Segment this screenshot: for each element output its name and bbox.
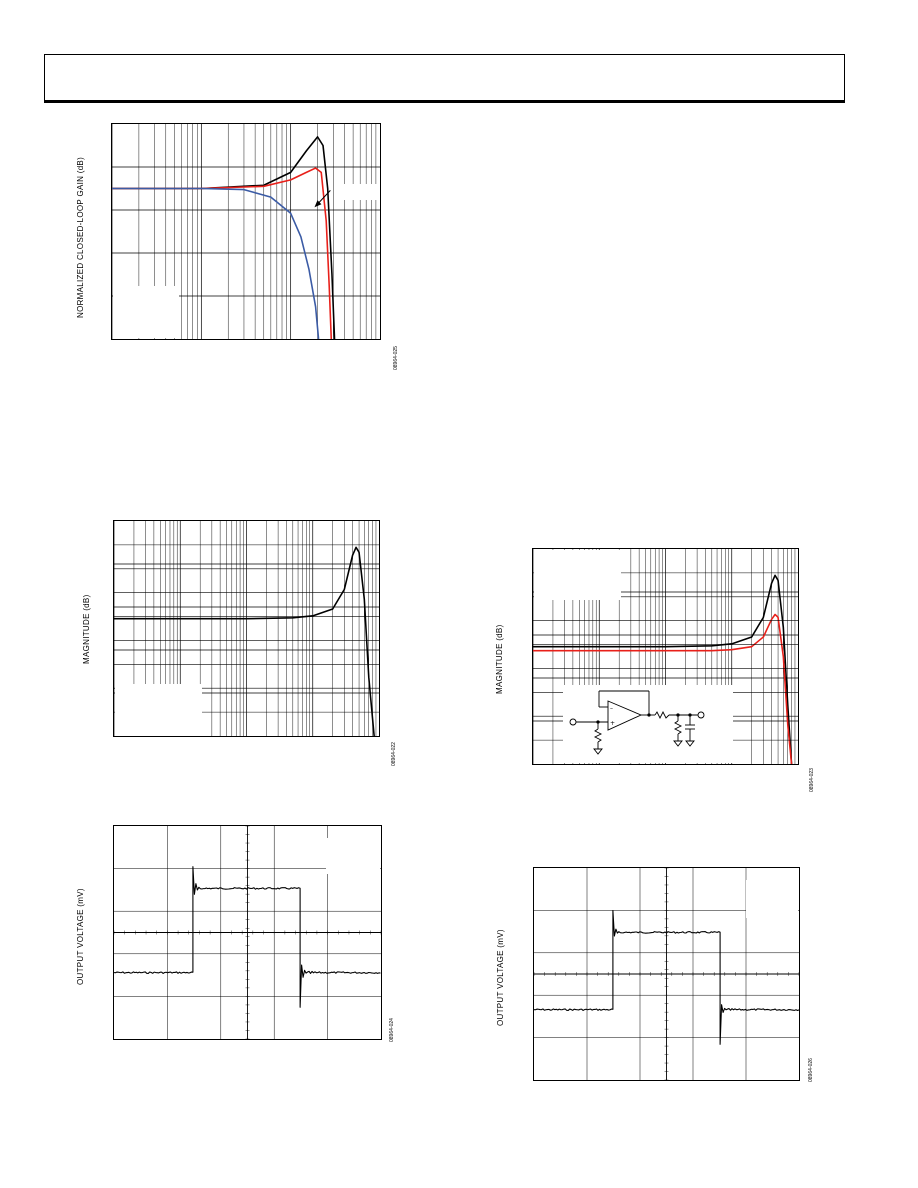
figure-1-ylabel: NORMALIZED CLOSED-LOOP GAIN (dB) — [76, 156, 85, 318]
page-header-box — [44, 54, 845, 103]
figure-5-legend-blank — [746, 880, 798, 918]
figure-5-id: 08964-026 — [808, 1058, 814, 1082]
figure-1-id: 08964-025 — [393, 346, 399, 370]
figure-2-id: 08964-022 — [391, 742, 397, 766]
figure-3-ylabel: MAGNITUDE (dB) — [495, 624, 504, 694]
figure-1-annotation-blank — [334, 184, 378, 200]
figure-3-legend-blank — [534, 550, 621, 600]
figure-3-schematic — [563, 685, 733, 763]
figure-3-id: 08964-023 — [809, 768, 815, 792]
figure-2-legend-blank — [115, 684, 202, 736]
figure-4-ylabel: OUTPUT VOLTAGE (mV) — [76, 888, 85, 985]
figure-4-legend-blank — [326, 838, 380, 874]
circuit-schematic-icon — [563, 685, 733, 763]
figure-3-plot — [532, 548, 799, 765]
figure-4-id: 08964-024 — [389, 1018, 395, 1042]
svg-text:–: – — [610, 705, 613, 712]
figure-1-plot — [111, 123, 381, 340]
figure-1-legend-blank — [113, 286, 179, 338]
figure-4-plot — [113, 825, 382, 1040]
figure-2-ylabel: MAGNITUDE (dB) — [82, 594, 91, 664]
svg-text:+: + — [610, 720, 616, 727]
header-rule — [44, 100, 845, 103]
figure-5-ylabel: OUTPUT VOLTAGE (mV) — [496, 929, 505, 1026]
figure-2-plot — [113, 520, 380, 737]
figure-5-plot — [533, 867, 800, 1081]
